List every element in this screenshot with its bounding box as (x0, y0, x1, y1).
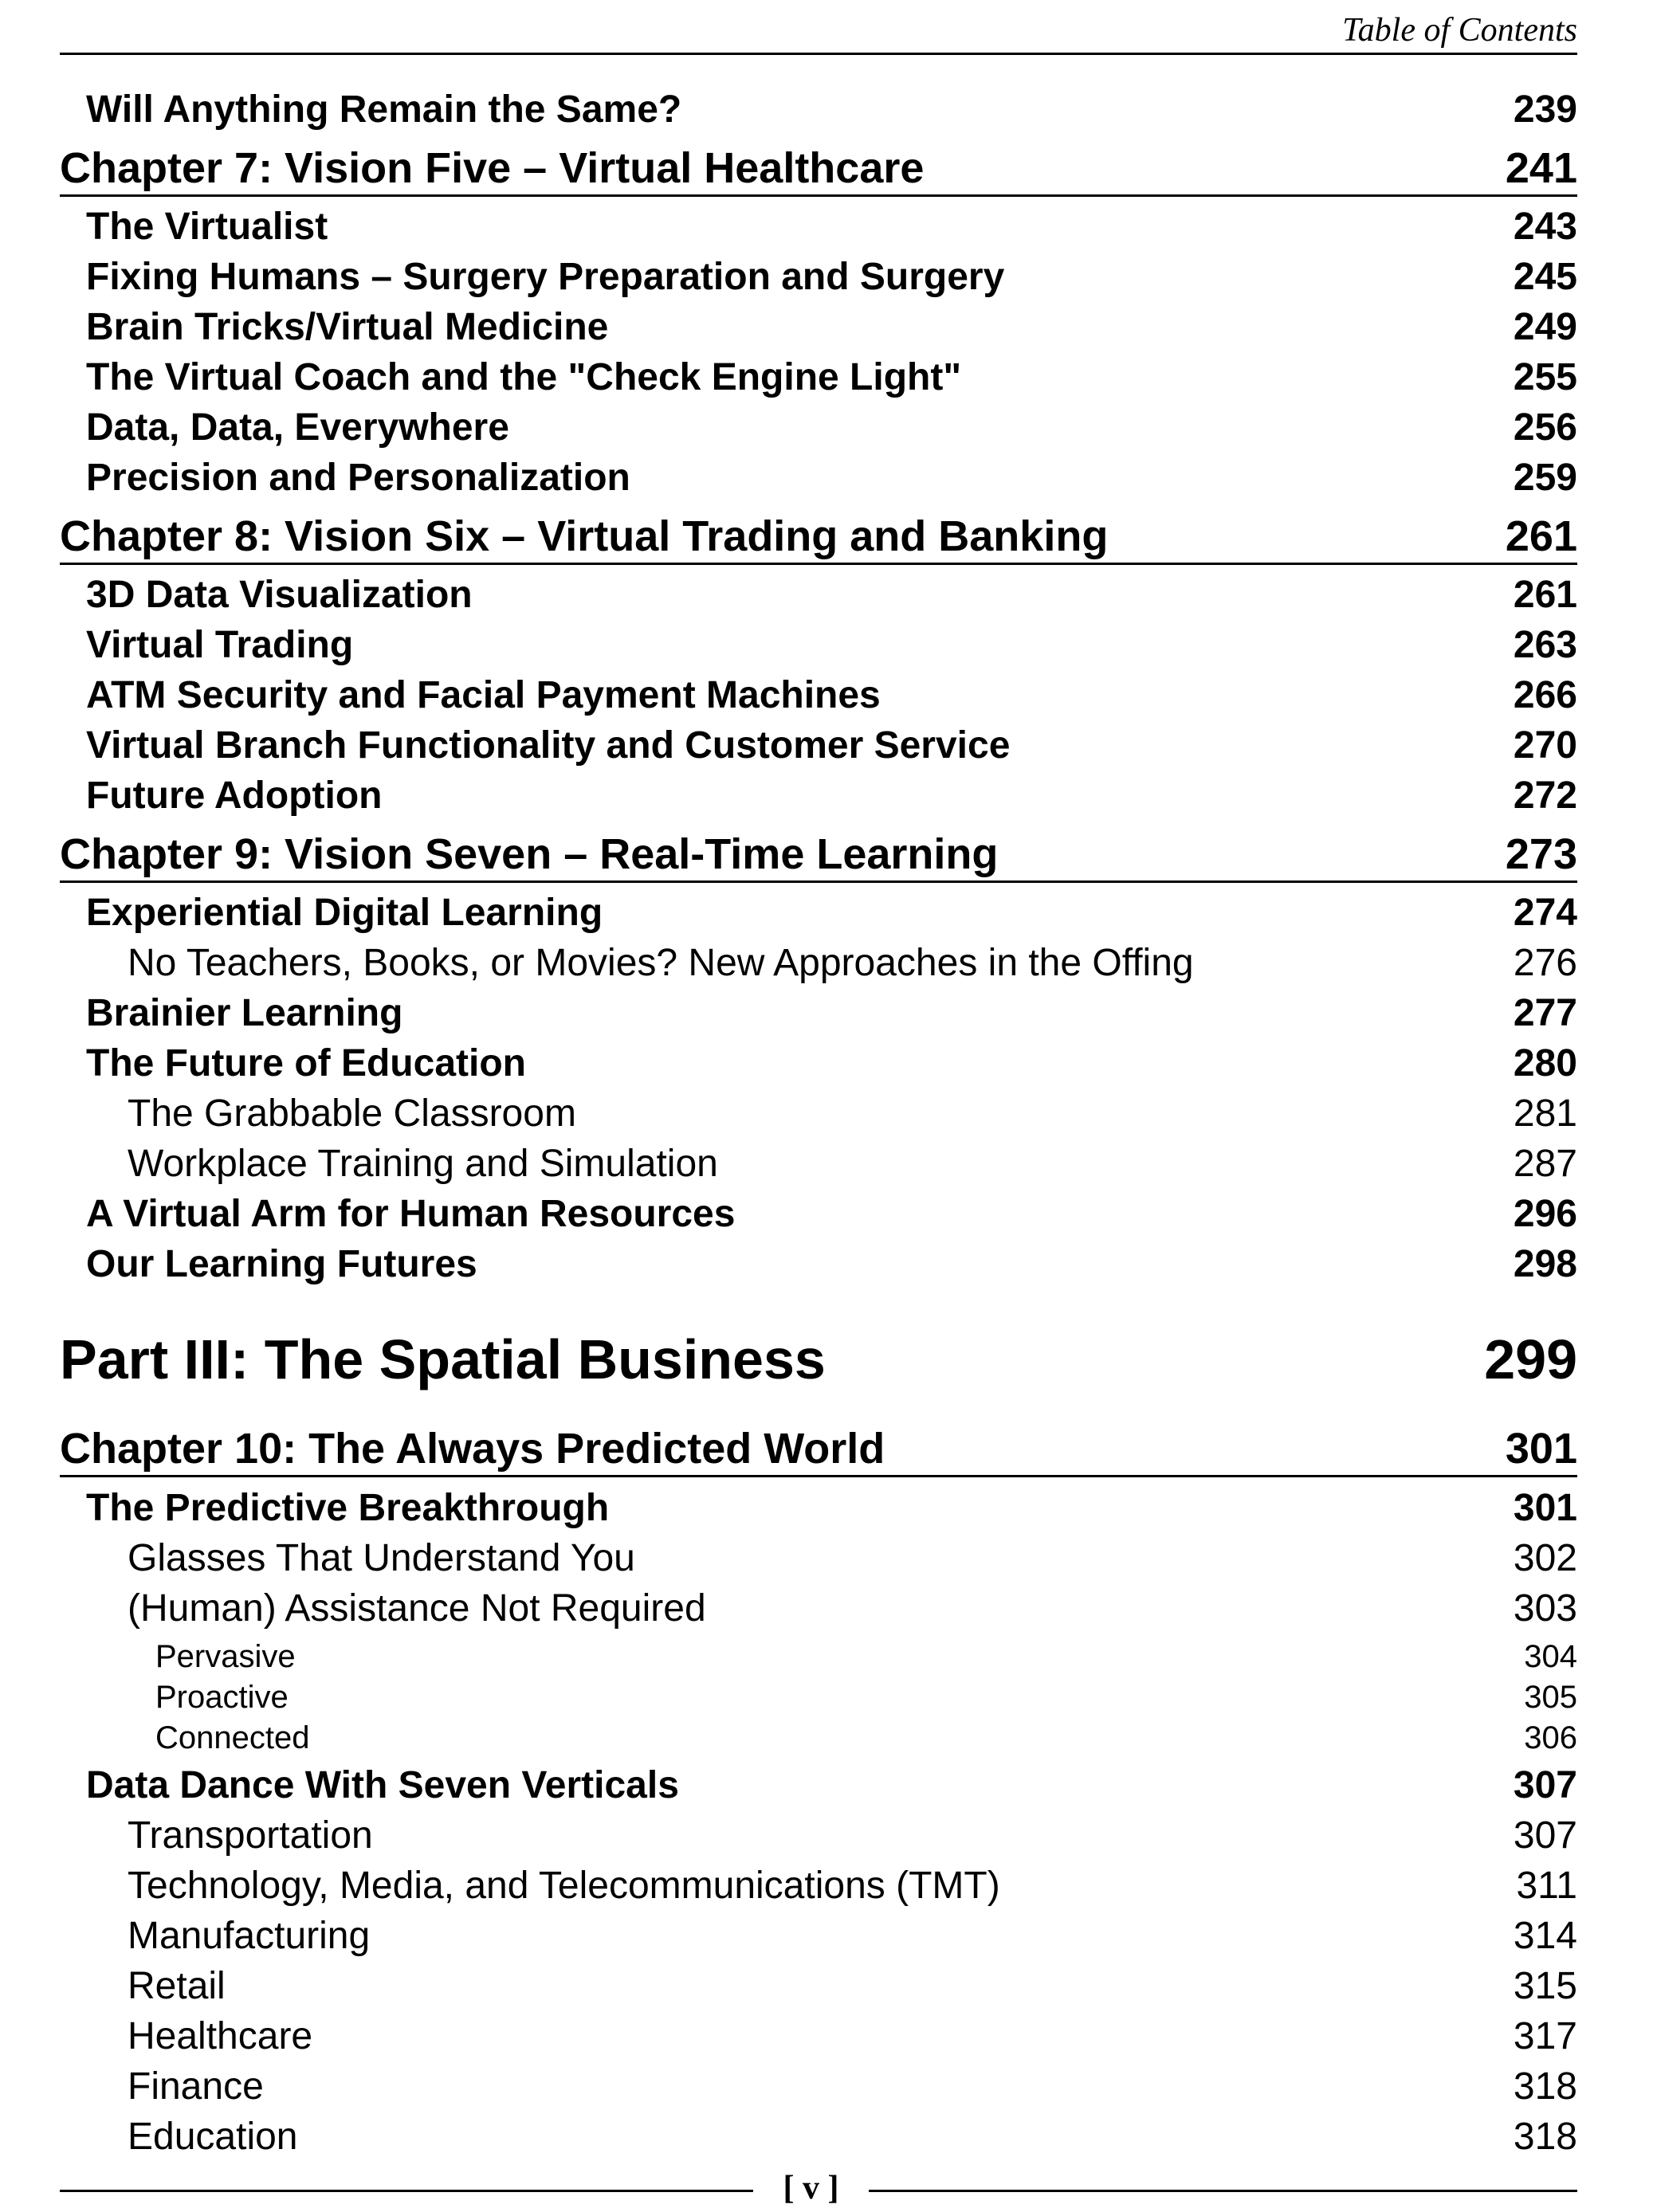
toc-subsubentry[interactable] (155, 1718, 1577, 1758)
toc-subentry-page: 307 (1513, 1814, 1577, 1857)
toc-entry-page: 272 (1513, 775, 1577, 817)
toc-chapter-title: Chapter 7: Vision Five – Virtual Healthcare (60, 144, 925, 192)
toc-entry[interactable] (86, 253, 1577, 302)
toc-entry-page: 249 (1513, 306, 1577, 348)
toc-subsubentry-title: Proactive (155, 1680, 289, 1715)
toc-subentry-page: 315 (1513, 1965, 1577, 2007)
toc-subsubentry-page: 305 (1524, 1680, 1577, 1715)
toc-subentry-title: No Teachers, Books, or Movies? New Approaches in the Offing (128, 942, 1194, 984)
toc-chapter-title: Chapter 9: Vision Seven – Real-Time Learning (60, 830, 999, 878)
toc-entry-title: ATM Security and Facial Payment Machines (86, 674, 881, 716)
toc-chapter[interactable] (60, 510, 1577, 565)
toc-subentry-title: Finance (128, 2065, 264, 2108)
toc-entry-page: 301 (1513, 1487, 1577, 1529)
toc-subentry[interactable] (128, 1139, 1577, 1189)
toc-entry-title: Future Adoption (86, 775, 383, 817)
toc-entry-page: 270 (1513, 724, 1577, 767)
toc-subentry-title: Healthcare (128, 2015, 313, 2057)
toc-entry-page: 243 (1513, 206, 1577, 248)
toc-subentry-title: The Grabbable Classroom (128, 1092, 576, 1135)
toc-subentry-title: Manufacturing (128, 1915, 371, 1957)
toc-entry-page: 307 (1513, 1764, 1577, 1806)
toc-chapter-title: Chapter 10: The Always Predicted World (60, 1425, 885, 1473)
toc-entry[interactable] (86, 1484, 1577, 1533)
toc-entry-title: Our Learning Futures (86, 1243, 477, 1285)
toc-entry-page: 245 (1513, 256, 1577, 298)
toc-entry[interactable] (86, 303, 1577, 352)
toc-subsubentry-title: Pervasive (155, 1639, 296, 1674)
toc-entry[interactable] (86, 85, 1577, 135)
toc-entry[interactable] (86, 1190, 1577, 1239)
toc-subentry-page: 287 (1513, 1143, 1577, 1185)
toc-subsubentry-page: 304 (1524, 1639, 1577, 1674)
toc-subentry-page: 318 (1513, 2116, 1577, 2158)
toc-subentry-page: 281 (1513, 1092, 1577, 1135)
toc-entry-page: 259 (1513, 457, 1577, 499)
toc-subentry[interactable] (128, 1861, 1577, 1911)
toc-entry-title: The Predictive Breakthrough (86, 1487, 610, 1529)
toc-subentry[interactable] (128, 1912, 1577, 1961)
toc-subentry[interactable] (128, 1962, 1577, 2011)
toc-entry-title: Virtual Branch Functionality and Customer Service (86, 724, 1011, 767)
toc-subentry[interactable] (128, 1811, 1577, 1861)
toc-subentry-page: 314 (1513, 1915, 1577, 1957)
toc-entry-title: Brainier Learning (86, 992, 403, 1034)
footer-rule-left (60, 2190, 753, 2192)
toc-chapter-page: 261 (1505, 512, 1577, 560)
toc-subentry-title: Workplace Training and Simulation (128, 1143, 718, 1185)
toc-entry-page: 274 (1513, 892, 1577, 934)
toc-entry-title: Brain Tricks/Virtual Medicine (86, 306, 609, 348)
toc-entry-title: The Virtualist (86, 206, 328, 248)
toc-subentry-title: Education (128, 2116, 298, 2158)
running-header-title: Table of Contents (1342, 12, 1577, 49)
toc-entry-page: 256 (1513, 406, 1577, 449)
toc-chapter-page: 241 (1505, 144, 1577, 192)
toc-subentry[interactable] (128, 1534, 1577, 1583)
toc-subsubentry[interactable] (155, 1677, 1577, 1717)
toc-entry-page: 263 (1513, 624, 1577, 666)
toc-entry[interactable] (86, 403, 1577, 453)
toc-chapter[interactable] (60, 1422, 1577, 1477)
toc-entry-title: The Future of Education (86, 1042, 526, 1084)
footer-page-number: [ v ] (783, 2170, 839, 2206)
toc-entry[interactable] (86, 671, 1577, 720)
toc-entry-page: 296 (1513, 1193, 1577, 1235)
toc-entry[interactable] (86, 1039, 1577, 1088)
toc-entry-title: Experiential Digital Learning (86, 892, 603, 934)
toc-entry-page: 298 (1513, 1243, 1577, 1285)
toc-subentry[interactable] (128, 2112, 1577, 2162)
toc-entry[interactable] (86, 353, 1577, 402)
toc-subentry[interactable] (128, 939, 1577, 988)
toc-entry-title: Fixing Humans – Surgery Preparation and Surgery (86, 256, 1005, 298)
toc-subsubentry[interactable] (155, 1637, 1577, 1677)
toc-entry-page: 239 (1513, 88, 1577, 131)
toc-subentry[interactable] (128, 1089, 1577, 1139)
toc-entry-page: 280 (1513, 1042, 1577, 1084)
toc-subentry-page: 317 (1513, 2015, 1577, 2057)
toc-entry[interactable] (86, 1761, 1577, 1810)
toc-subentry-page: 318 (1513, 2065, 1577, 2108)
toc-entry-page: 255 (1513, 356, 1577, 398)
toc-part-title: Part III: The Spatial Business (60, 1328, 826, 1390)
toc-entry[interactable] (86, 453, 1577, 503)
toc-chapter[interactable] (60, 828, 1577, 883)
toc-entry-title: Will Anything Remain the Same? (86, 88, 682, 131)
toc-entry[interactable] (86, 989, 1577, 1038)
footer-rule-right (869, 2190, 1577, 2192)
toc-subentry[interactable] (128, 2062, 1577, 2112)
toc-chapter-page: 301 (1505, 1425, 1577, 1473)
toc-part-page: 299 (1484, 1328, 1577, 1390)
toc-subsubentry-title: Connected (155, 1720, 310, 1755)
toc-entry[interactable] (86, 571, 1577, 620)
toc-entry-page: 266 (1513, 674, 1577, 716)
toc-subentry-page: 302 (1513, 1537, 1577, 1579)
toc-chapter-page: 273 (1505, 830, 1577, 878)
toc-subentry-page: 276 (1513, 942, 1577, 984)
toc-subentry-title: Technology, Media, and Telecommunications (TMT) (128, 1865, 1000, 1907)
toc-part[interactable] (60, 1325, 1577, 1394)
toc-subentry-page: 303 (1513, 1587, 1577, 1630)
toc-subentry-title: (Human) Assistance Not Required (128, 1587, 706, 1630)
toc-subentry-page: 311 (1516, 1865, 1577, 1907)
toc-subentry-title: Transportation (128, 1814, 373, 1857)
toc-entry[interactable] (86, 202, 1577, 252)
toc-entry-title: A Virtual Arm for Human Resources (86, 1193, 736, 1235)
toc-entry[interactable] (86, 1240, 1577, 1289)
toc-entry[interactable] (86, 721, 1577, 771)
toc-entry-page: 261 (1513, 574, 1577, 616)
toc-entry[interactable] (86, 621, 1577, 670)
toc-subentry-title: Retail (128, 1965, 226, 2007)
toc-entry-title: 3D Data Visualization (86, 574, 473, 616)
toc-entry-title: Data Dance With Seven Verticals (86, 1764, 679, 1806)
running-header (60, 8, 1577, 55)
toc-entry-page: 277 (1513, 992, 1577, 1034)
toc-entry-title: The Virtual Coach and the "Check Engine Light" (86, 356, 962, 398)
toc-subsubentry-page: 306 (1524, 1720, 1577, 1755)
toc-entry[interactable] (86, 771, 1577, 821)
toc-chapter-title: Chapter 8: Vision Six – Virtual Trading and Banking (60, 512, 1109, 560)
toc-chapter[interactable] (60, 142, 1577, 197)
toc-subentry[interactable] (128, 2012, 1577, 2061)
toc-entry-title: Precision and Personalization (86, 457, 630, 499)
toc-entry-title: Data, Data, Everywhere (86, 406, 509, 449)
toc-entry-title: Virtual Trading (86, 624, 354, 666)
toc-subentry[interactable] (128, 1584, 1577, 1634)
toc-subentry-title: Glasses That Understand You (128, 1537, 635, 1579)
toc-entry[interactable] (86, 888, 1577, 938)
